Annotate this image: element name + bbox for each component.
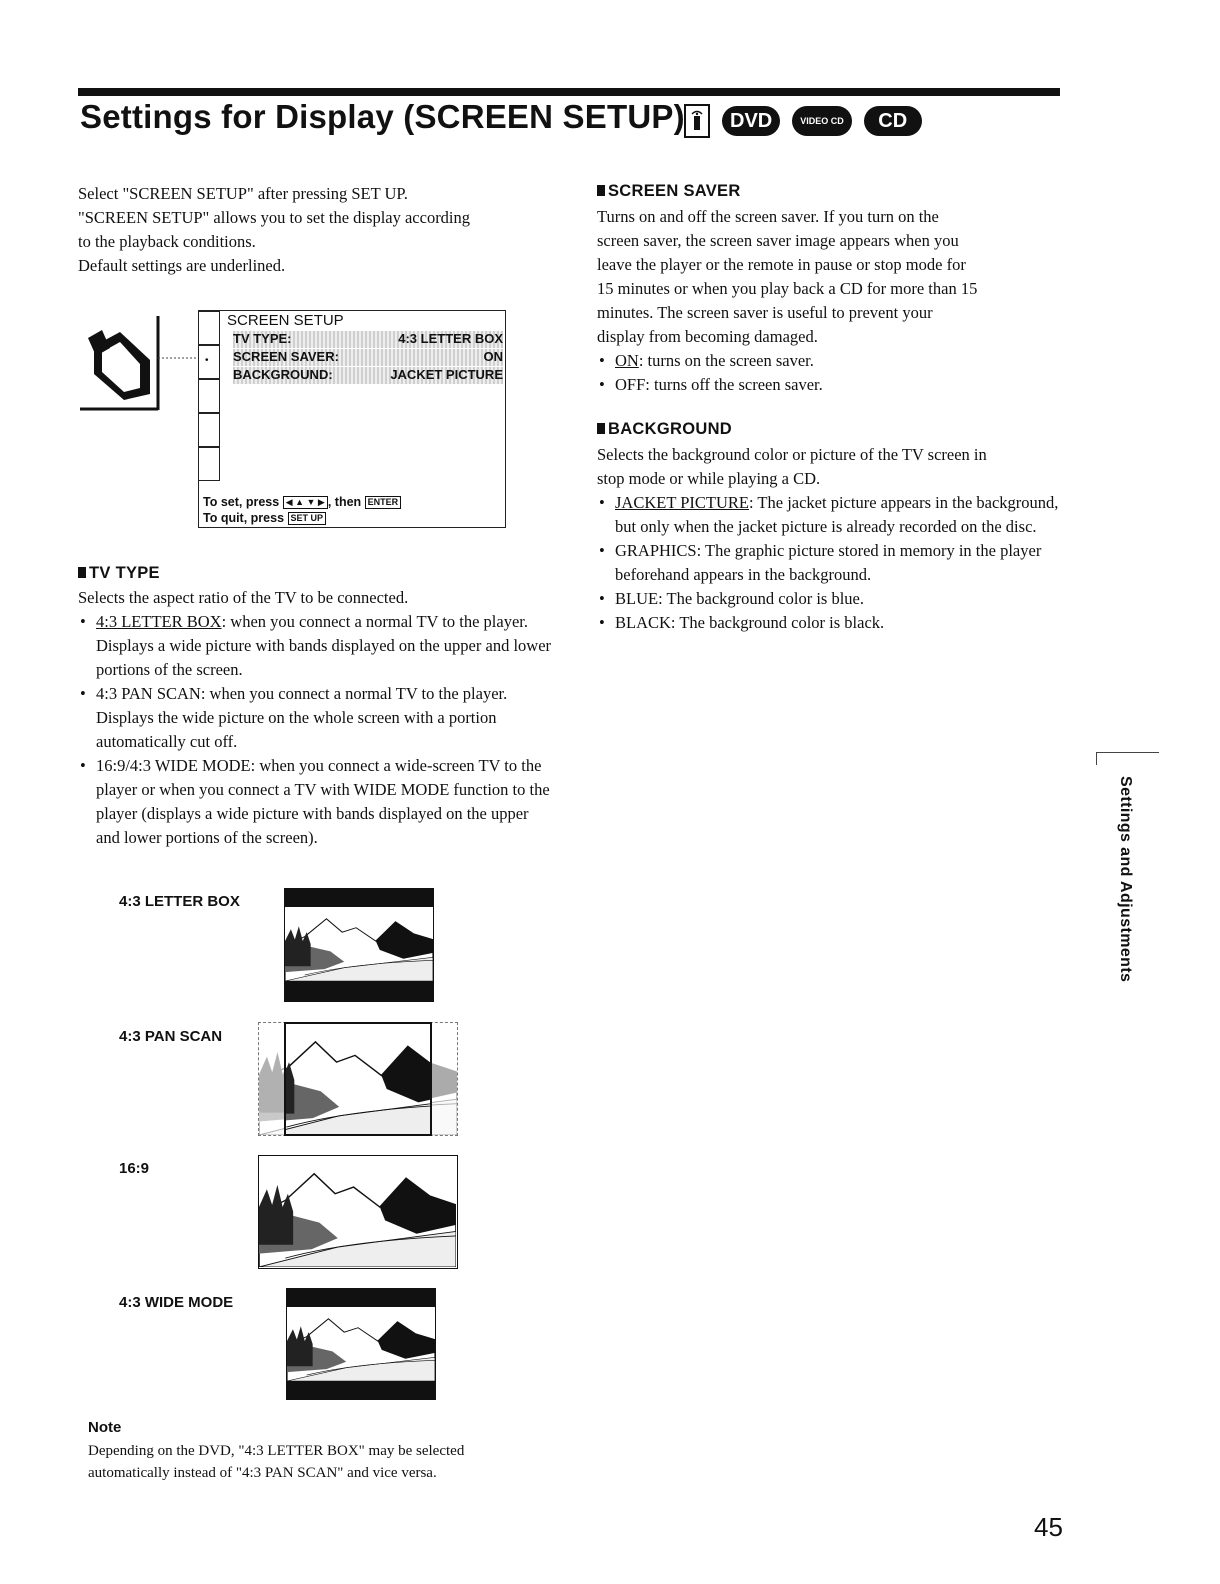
item-text: : The jacket picture appears in the background, but only when the jacket picture is already recorded on the disc. [615,493,1059,536]
item-text: : when you connect a normal TV to the player. Displays a wide picture with bands displayed on the upper and lower portions of the screen. [96,612,552,679]
menu-hint-text: To set, press [203,495,280,509]
menu-row-screen-saver[interactable] [233,349,503,366]
menu-row-value: JACKET PICTURE [390,367,503,382]
enter-key: ENTER [365,496,402,509]
menu-hint-text: , then [327,495,362,509]
menu-hint-quit [203,511,326,525]
title-rule [78,88,1060,96]
item-text: : turns off the screen saver. [645,375,823,394]
screen-saver-line: leave the player or the remote in pause or stop mode for [597,255,966,274]
item-text: : when you connect a wide-screen TV to the player or when you connect a TV with WIDE MODE function to the player (displays a wide picture with bands displayed on the upper and lower portions of the screen). [96,756,550,847]
item-text: : The background color is blue. [658,589,864,608]
background-heading: BACKGROUND [597,420,732,439]
tv-type-section [78,586,552,850]
note-text [88,1440,548,1484]
menu-tab [198,413,220,447]
intro-text [78,182,558,278]
item-text: : The graphic picture stored in memory in the player beforehand appears in the background. [615,541,1042,584]
tv-type-description: Selects the aspect ratio of the TV to be connected. [78,588,409,607]
page-title: Settings for Display (SCREEN SETUP) [80,98,685,135]
dvd-badge: DVD [722,106,780,136]
menu-row-label: BACKGROUND: [233,367,333,382]
menu-title: SCREEN SETUP [227,312,344,329]
figure-label-pan-scan: 4:3 PAN SCAN [119,1028,223,1045]
item-term: BLUE [615,589,659,608]
item-term: 16:9/4:3 WIDE MODE [96,756,251,775]
menu-row-label: TV TYPE: [233,331,292,346]
intro-line: Select "SCREEN SETUP" after pressing SET UP. [78,184,408,203]
list-item [78,610,552,682]
item-term: ON [615,351,639,370]
landscape-image [284,1024,432,1136]
page-number: 45 [1034,1512,1063,1542]
intro-line: to the playback conditions. [78,232,256,251]
figure-label-16-9: 16:9 [119,1160,150,1177]
landscape-image [285,907,433,981]
setup-key: SET UP [288,512,327,525]
intro-line: "SCREEN SETUP" allows you to set the display according [78,208,471,227]
screen-saver-line: display from becoming damaged. [597,327,818,346]
figure-label-wide-mode: 4:3 WIDE MODE [119,1294,234,1311]
screen-saver-line: minutes. The screen saver is useful to prevent your [597,303,933,322]
letterbox-figure [284,888,434,1002]
list-item [597,373,1067,397]
tv-type-heading: TV TYPE [78,564,160,583]
list-item [78,754,552,850]
note-heading: Note [88,1419,122,1436]
list-item [78,682,552,754]
background-section [597,443,1067,635]
menu-row-value: 4:3 LETTER BOX [398,331,503,346]
menu-row-label: SCREEN SAVER: [233,349,339,364]
section-side-label: Settings and Adjustments [1117,776,1134,983]
menu-tab [198,311,220,345]
menu-row-tv-type[interactable] [233,331,503,348]
screen-setup-menu [198,310,506,528]
screen-saver-line: Turns on and off the screen saver. If you turn on the [597,207,939,226]
item-term: OFF [615,375,646,394]
note-line: automatically instead of "4:3 PAN SCAN" and vice versa. [88,1465,437,1481]
side-tab-marker [1096,752,1159,765]
background-line: Selects the background color or picture of the TV screen in [597,445,987,464]
screen-saver-heading: SCREEN SAVER [597,182,741,201]
menu-row-background[interactable] [233,367,503,384]
screen-saver-line: screen saver, the screen saver image appears when you [597,231,959,250]
list-item [597,349,1067,373]
menu-row-value: ON [483,349,503,364]
menu-tab [198,447,220,481]
screen-saver-line: 15 minutes or when you play back a CD for more than 15 [597,279,978,298]
item-text: : turns on the screen saver. [638,351,814,370]
cd-badge: CD [864,106,922,136]
list-item [597,539,1067,587]
list-item [597,611,1067,635]
landscape-image [287,1307,435,1381]
menu-hint-text: To quit, press [203,511,285,525]
item-term: 4:3 PAN SCAN [96,684,201,703]
item-text: : The background color is black. [670,613,885,632]
item-term: JACKET PICTURE [615,493,749,512]
item-term: 4:3 LETTER BOX [96,612,222,631]
setup-tool-icon [80,312,198,412]
disc-badges [684,104,922,138]
figure-label-letterbox: 4:3 LETTER BOX [119,893,240,910]
background-line: stop mode or while playing a CD. [597,469,821,488]
wide-16-9-figure [258,1155,458,1269]
wide-mode-figure [286,1288,436,1400]
intro-line: Default settings are underlined. [78,256,286,275]
note-line: Depending on the DVD, "4:3 LETTER BOX" may be selected [88,1443,465,1459]
landscape-image [259,1156,456,1267]
remote-icon [684,104,710,138]
item-term: BLACK [615,613,671,632]
item-text: : when you connect a normal TV to the player. Displays the wide picture on the whole screen with a portion automatically cut off. [96,684,508,751]
menu-hint-set [203,495,401,509]
item-term: GRAPHICS [615,541,697,560]
menu-tab-selected: • [198,345,220,379]
screen-saver-section [597,205,1067,397]
video-cd-badge: VIDEO CD [792,106,852,136]
menu-tab [198,379,220,413]
list-item [597,491,1067,539]
list-item [597,587,1067,611]
pan-scan-figure [284,1022,432,1136]
arrow-keys-icon: ◀ ▲ ▼ ▶ [283,496,328,509]
